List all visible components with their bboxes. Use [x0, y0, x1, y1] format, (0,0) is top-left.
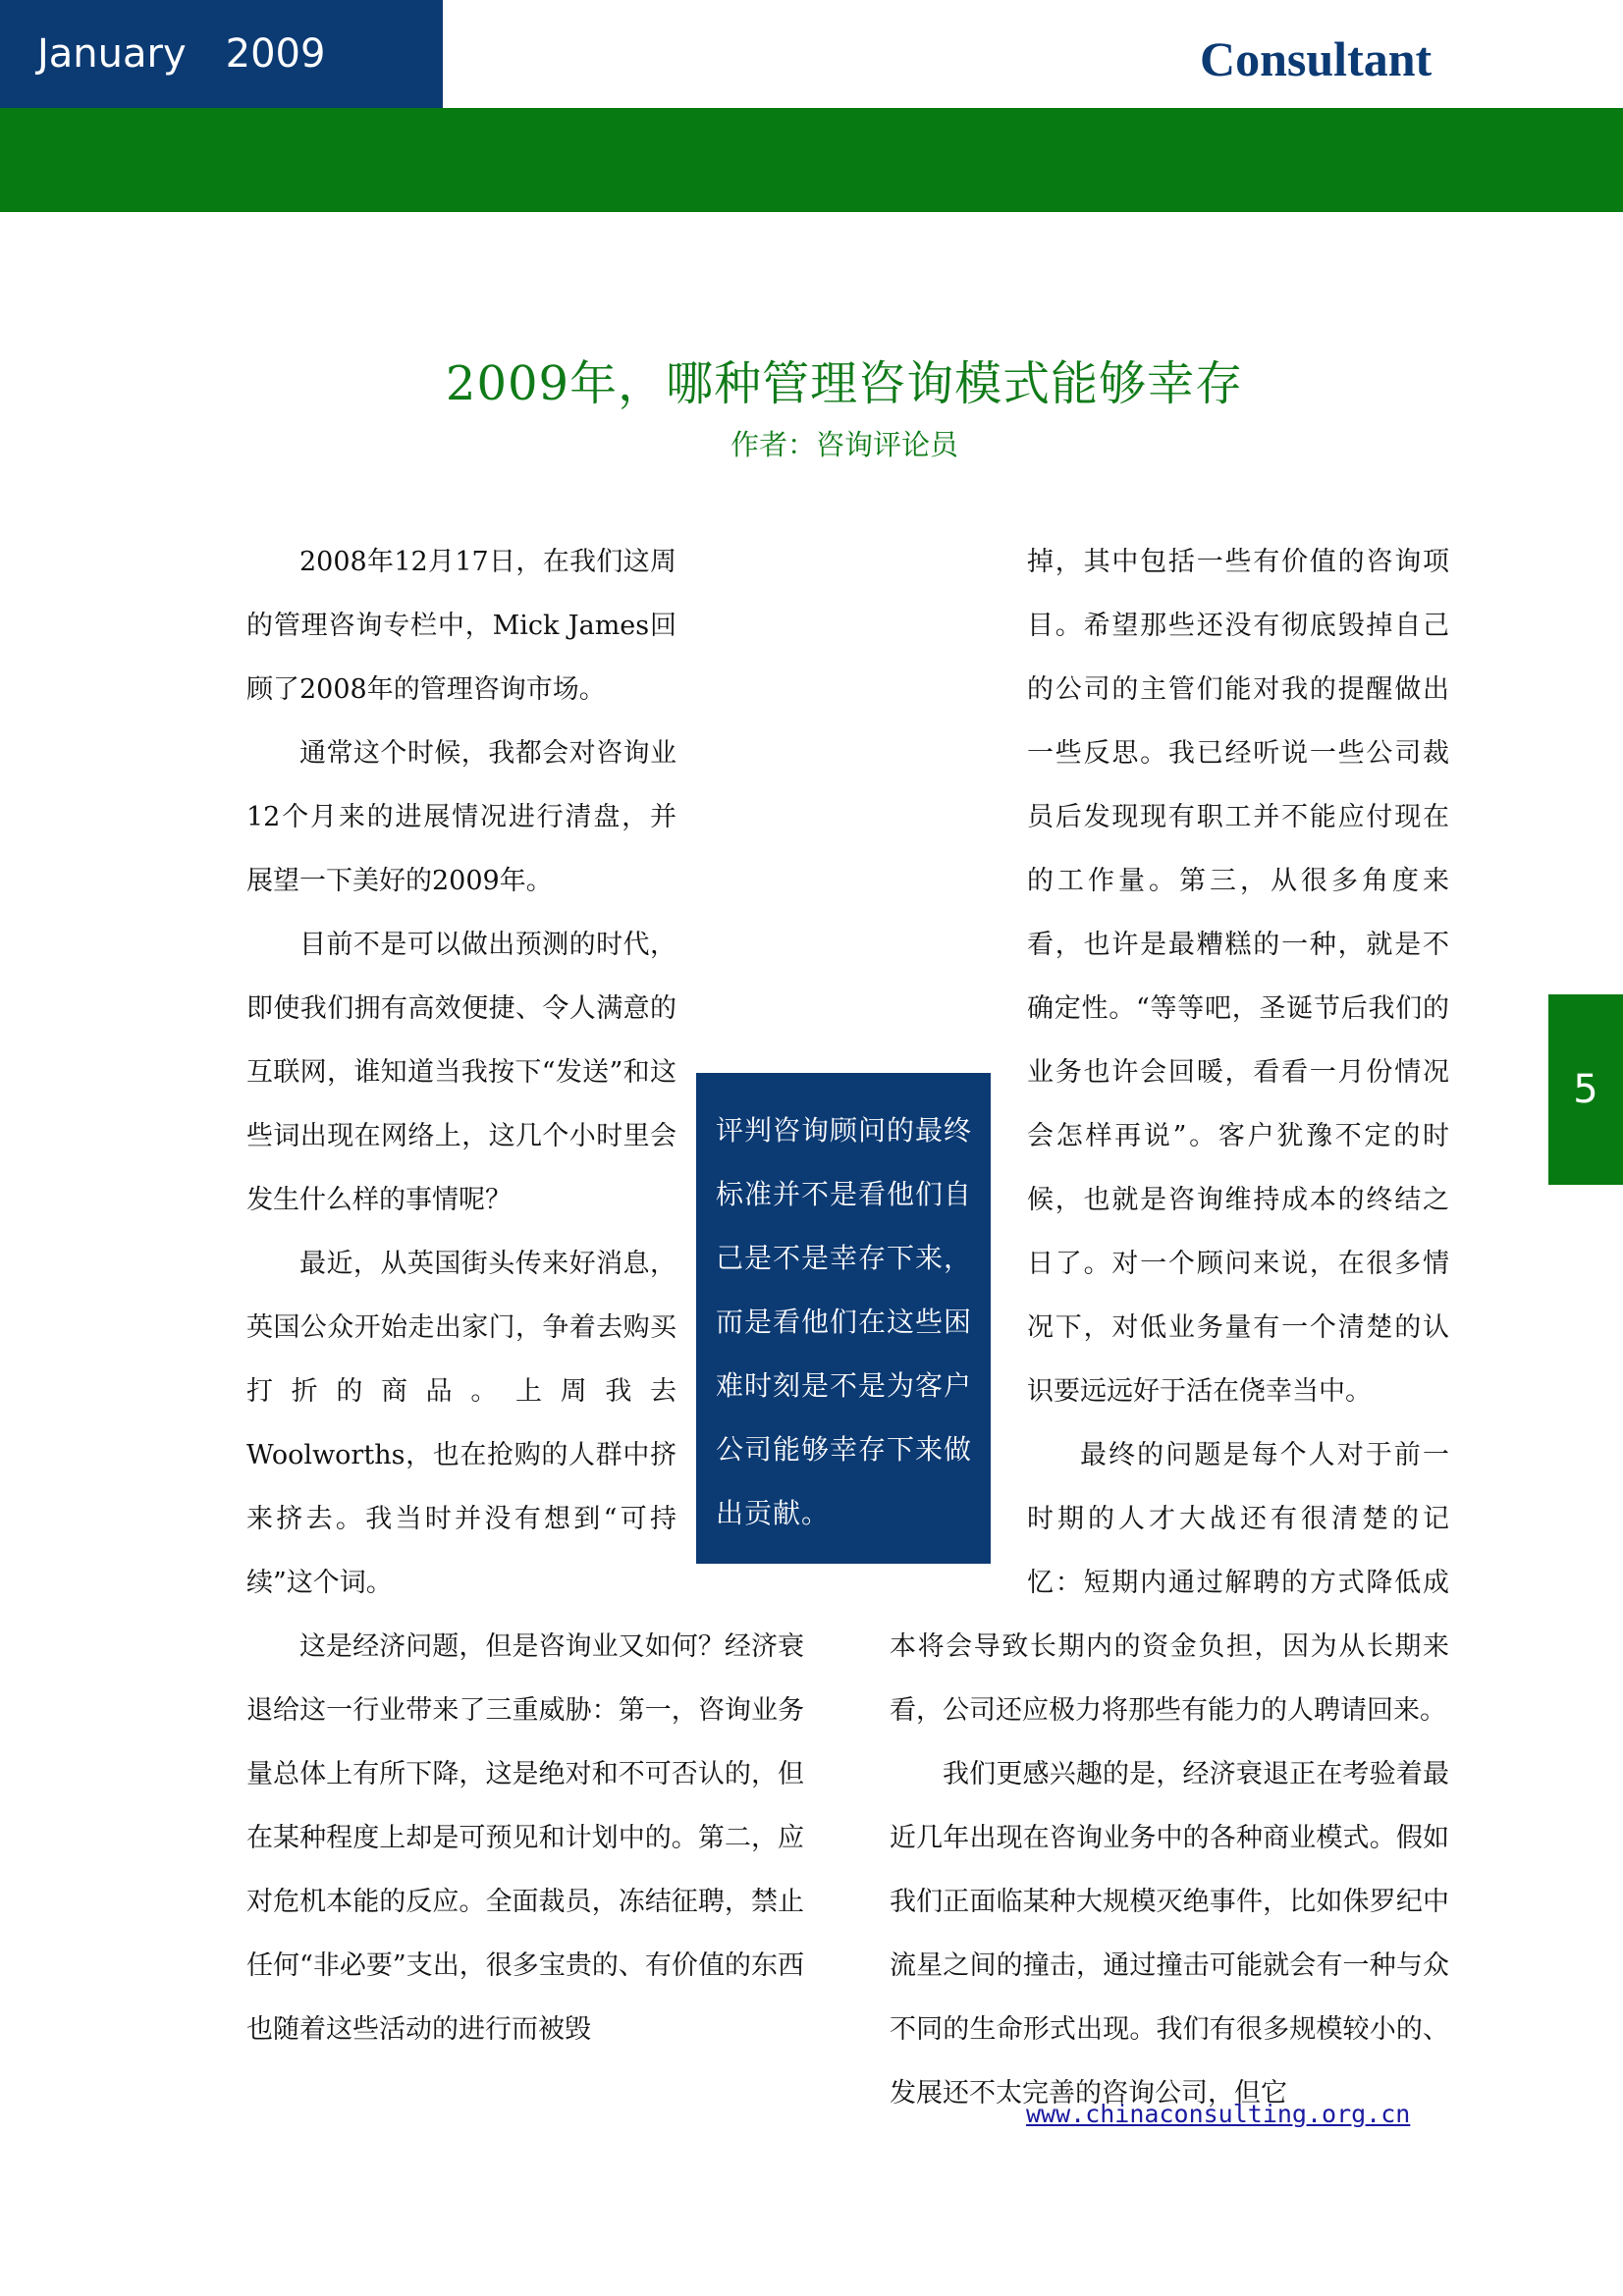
paragraph: 这是经济问题，但是咨询业又如何？经济衰退给这一行业带来了三重威胁：第一，咨询业务量总体上有所下降，这是绝对和不可否认的，但在某种程度上却是可预见和计划中的。第二，应对危机本能的反应。全面裁员，冻结征聘，禁止任何“非必要”支出，很多宝贵的、有价值的东西也随着这些活动的进行而被毁: [246, 1631, 804, 2045]
header-green-bar: [0, 108, 1623, 212]
article-title: 2009年，哪种管理咨询模式能够幸存: [445, 356, 1244, 411]
website-link[interactable]: www.chinaconsulting.org.cn: [1026, 2100, 1411, 2128]
article-author: 作者：咨询评论员: [730, 428, 958, 461]
pull-quote-box: 评判咨询顾问的最终标准并不是看他们自己是不是幸存下来，而是看他们在这些困难时刻是不是为客户公司能够幸存下来做出贡献。: [696, 1073, 991, 1564]
paragraph: 我们更感兴趣的是，经济衰退正在考验着最近几年出现在咨询业务中的各种商业模式。假如我们正面临某种大规模灭绝事件，比如侏罗纪中流星之间的撞击，通过撞击可能就会有一种与众不同的生命形式出现。我们有很多规模较小的、发展还不太完善的咨询公司，但它: [890, 1759, 1449, 2109]
page-number-tab: 5: [1548, 994, 1623, 1185]
issue-date-banner: [0, 0, 443, 108]
issue-month: January: [37, 31, 187, 77]
paragraph-continued: 掉，其中包括一些有价值的咨询项目。希望那些还没有彻底毁掉自己的公司的主管们能对我的提醒做出一些反思。我已经听说一些公司裁员后发现现有职工并不能应付现在的工作量。第三，从很多角度来看，也许是最糟糕的一种，就是不确定性。“等等吧，圣诞节后我们的业务也许会回暖，看看一月份情况会怎样再说”。客户犹豫不定的时候，也就是咨询维持成本的终结之日了。对一个顾问来说，在很多情况下，对低业务量有一个清楚的认识要远远好于活在侥幸当中。: [1027, 547, 1449, 1407]
paragraph: 最近，从英国街头传来好消息，英国公众开始走出家门，争着去购买打折的商品。上周我去Woolworths，也在抢购的人群中挤来挤去。我当时并没有想到“可持续”这个词。: [246, 1249, 676, 1598]
magazine-brand: Consultant: [1200, 31, 1433, 86]
paragraph: 2008年12月17日，在我们这周的管理咨询专栏中，Mick James回顾了2008年的管理咨询市场。: [246, 547, 676, 705]
issue-year: 2009: [225, 31, 326, 77]
paragraph: 目前不是可以做出预测的时代，即使我们拥有高效便捷、令人满意的互联网，谁知道当我按下“发送”和这些词出现在网络上，这几个小时里会发生什么样的事情呢？: [246, 930, 676, 1215]
paragraph: 最终的问题是每个人对于前一时期的人才大战还有很清楚的记忆：短期内通过解聘的方式降低成本将会导致长期内的资金负担，因为从长期来看，公司还应极力将那些有能力的人聘请回来。: [890, 1440, 1449, 1726]
paragraph: 通常这个时候，我都会对咨询业12个月来的进展情况进行清盘，并展望一下美好的2009年。: [246, 738, 676, 896]
